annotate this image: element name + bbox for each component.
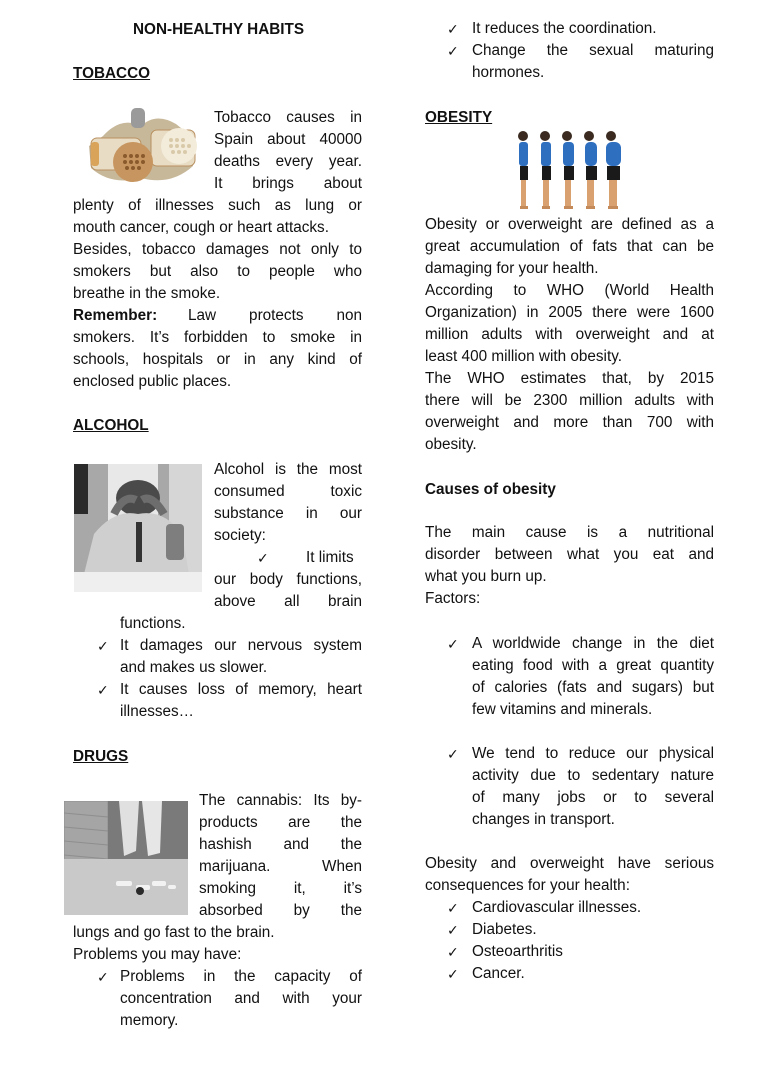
person-with-pills-image — [64, 801, 188, 915]
remember-text: smokers. It’s forbidden to smoke in — [73, 329, 362, 346]
drugs-text: products are the — [199, 814, 362, 831]
drugs-text: marijuana. When — [199, 858, 362, 875]
causes-text: The main cause is a nutritional — [425, 524, 714, 541]
check-icon: ✓ — [447, 21, 459, 37]
factor-item: of calories (fats and sugars) but — [472, 679, 714, 696]
drugs-text: The cannabis: Its by- — [199, 792, 362, 809]
alcohol-item: illnesses… — [120, 703, 194, 720]
factor-item: of many jobs or to several — [472, 789, 714, 806]
tobacco-text: Besides, tobacco damages not only to — [73, 241, 362, 258]
tobacco-text: smokers but also to people who — [73, 263, 362, 280]
cigarettes-bundle-image — [81, 106, 203, 188]
alcohol-text: society: — [214, 527, 266, 544]
weight-progression-figures-image — [513, 130, 625, 212]
obesity-text: obesity. — [425, 436, 477, 453]
factor-item: activity due to sedentary nature — [472, 767, 714, 784]
alcohol-item: above all brain — [214, 593, 362, 610]
check-icon: ✓ — [447, 636, 459, 652]
drugs-text: hashish and the — [199, 836, 362, 853]
drugs-text: Problems you may have: — [73, 946, 242, 963]
check-icon: ✓ — [257, 550, 269, 566]
drugs-item: hormones. — [472, 64, 545, 81]
tobacco-text: Tobacco causes in — [214, 109, 362, 126]
drugs-item: concentration and with your — [120, 990, 362, 1007]
consequences-text: consequences for your health: — [425, 877, 630, 894]
consequences-text: Obesity and overweight have serious — [425, 855, 714, 872]
remember-label: Remember: — [73, 307, 158, 324]
check-icon: ✓ — [447, 966, 459, 982]
obesity-text: Organization) in 2005 there were 1600 — [425, 304, 714, 321]
obesity-text: damaging for your health. — [425, 260, 599, 277]
obesity-text: According to WHO (World Health — [425, 282, 714, 299]
tobacco-text: mouth cancer, cough or heart attacks. — [73, 219, 329, 236]
drugs-text: smoking it, it’s — [199, 880, 362, 897]
consequence-item: Diabetes. — [472, 921, 537, 938]
obesity-text: The WHO estimates that, by 2015 — [425, 370, 714, 387]
factors-label: Factors: — [425, 590, 481, 607]
tobacco-text: It brings about — [214, 175, 362, 192]
alcohol-item: It limits — [306, 549, 354, 566]
check-icon: ✓ — [447, 900, 459, 916]
consequence-item: Cardiovascular illnesses. — [472, 899, 642, 916]
obesity-text: million adults with overweight and at — [425, 326, 714, 343]
alcohol-item: and makes us slower. — [120, 659, 268, 676]
remember-text: enclosed public places. — [73, 373, 232, 390]
drugs-heading: DRUGS — [73, 748, 129, 765]
alcohol-text: Alcohol is the most — [214, 461, 362, 478]
causes-text: what you burn up. — [425, 568, 547, 585]
obesity-text: Obesity or overweight are defined as a — [425, 216, 714, 233]
drugs-item: memory. — [120, 1012, 179, 1029]
tobacco-text: deaths every year. — [214, 153, 362, 170]
alcohol-item: It damages our nervous system — [120, 637, 362, 654]
drugs-item: Problems in the capacity of — [120, 968, 362, 985]
tobacco-heading: TOBACCO — [73, 65, 151, 82]
check-icon: ✓ — [447, 922, 459, 938]
page-title: NON-HEALTHY HABITS — [133, 21, 305, 38]
tobacco-text: plenty of illnesses such as lung or — [73, 197, 362, 214]
check-icon: ✓ — [97, 969, 109, 985]
check-icon: ✓ — [97, 638, 109, 654]
tobacco-text: Spain about 40000 — [214, 131, 362, 148]
obesity-text: there will be 2300 million adults with — [425, 392, 714, 409]
obesity-text: least 400 million with obesity. — [425, 348, 622, 365]
alcohol-item: functions. — [120, 615, 186, 632]
drugs-item: It reduces the coordination. — [472, 20, 657, 37]
alcohol-heading: ALCOHOL — [73, 417, 149, 434]
remember-text: schools, hospitals or in any kind of — [73, 351, 362, 368]
obesity-heading: OBESITY — [425, 109, 493, 126]
obesity-text: overweight and more than 700 with — [425, 414, 714, 431]
alcohol-item: It causes loss of memory, heart — [120, 681, 362, 698]
consequence-item: Cancer. — [472, 965, 525, 982]
check-icon: ✓ — [447, 43, 459, 59]
factor-item: eating food with a great quantity — [472, 657, 714, 674]
alcohol-item: our body functions, — [214, 571, 362, 588]
factor-item: changes in transport. — [472, 811, 615, 828]
drugs-item: Change the sexual maturing — [472, 42, 714, 59]
drugs-text: absorbed by the — [199, 902, 362, 919]
alcohol-text: consumed toxic — [214, 483, 362, 500]
tobacco-text: breathe in the smoke. — [73, 285, 221, 302]
man-with-alcohol-image — [74, 464, 202, 592]
causes-text: disorder between what you eat and — [425, 546, 714, 563]
factor-item: few vitamins and minerals. — [472, 701, 653, 718]
check-icon: ✓ — [97, 682, 109, 698]
check-icon: ✓ — [447, 746, 459, 762]
consequence-item: Osteoarthritis — [472, 943, 563, 960]
factor-item: A worldwide change in the diet — [472, 635, 714, 652]
remember-text: Law protects non — [188, 307, 362, 324]
alcohol-text: substance in our — [214, 505, 362, 522]
drugs-text: lungs and go fast to the brain. — [73, 924, 275, 941]
causes-heading: Causes of obesity — [425, 481, 556, 498]
check-icon: ✓ — [447, 944, 459, 960]
factor-item: We tend to reduce our physical — [472, 745, 714, 762]
obesity-text: great accumulation of fats that can be — [425, 238, 714, 255]
